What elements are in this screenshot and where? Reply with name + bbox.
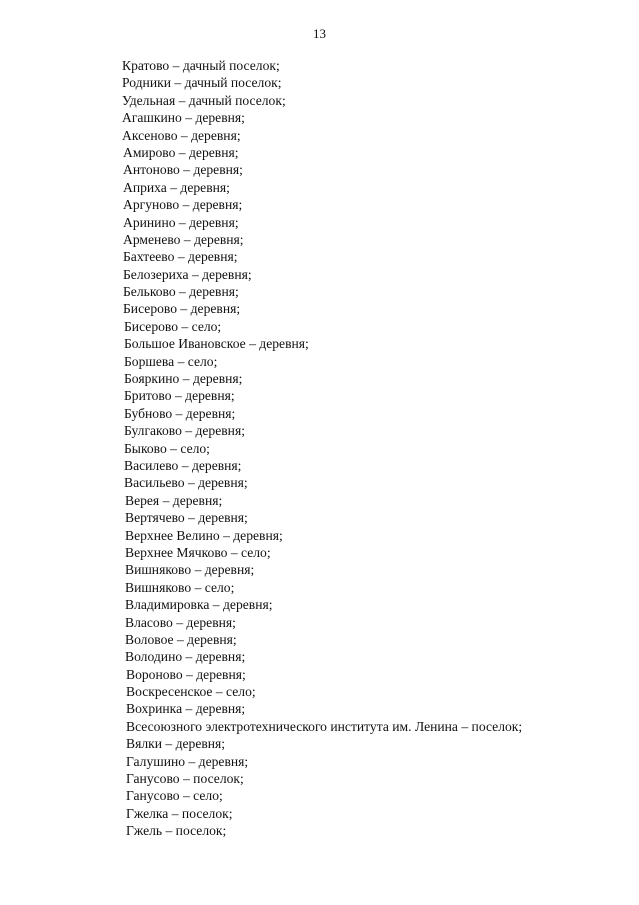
list-item: Бояркино – деревня; xyxy=(124,371,243,387)
list-item: Власово – деревня; xyxy=(125,614,236,630)
list-item: Бритово – деревня; xyxy=(124,388,235,404)
list-item: Бубново – деревня; xyxy=(124,405,236,421)
list-item: Гжелка – поселок; xyxy=(126,805,233,821)
list-item: Кратово – дачный поселок; xyxy=(122,58,280,73)
list-item: Арменево – деревня; xyxy=(123,231,244,247)
list-item: Вохринка – деревня; xyxy=(126,701,246,717)
list-item: Воловое – деревня; xyxy=(125,631,237,647)
list-item: Владимировка – деревня; xyxy=(125,597,273,613)
list-item: Верхнее Велино – деревня; xyxy=(125,527,283,543)
list-item: Василево – деревня; xyxy=(124,457,242,473)
list-item: Бельково – деревня; xyxy=(123,284,239,300)
list-item: Белозериха – деревня; xyxy=(123,266,252,282)
list-item: Вишняково – деревня; xyxy=(125,562,255,578)
list-item: Воскресенское – село; xyxy=(126,684,256,700)
list-item: Галушино – деревня; xyxy=(126,753,249,769)
list-item: Володино – деревня; xyxy=(125,649,246,665)
list-item: Удельная – дачный поселок; xyxy=(122,92,286,108)
list-item: Родники – дачный поселок; xyxy=(122,75,282,91)
list-item: Аксеново – деревня; xyxy=(122,127,241,143)
list-item: Аринино – деревня; xyxy=(123,214,239,230)
list-item: Аргуново – деревня; xyxy=(123,197,243,213)
page-number: 13 xyxy=(313,26,326,41)
list-item: Вишняково – село; xyxy=(125,579,235,595)
list-item: Гжель – поселок; xyxy=(126,823,227,839)
list-item: Бисерово – деревня; xyxy=(123,301,241,317)
list-item: Агашкино – деревня; xyxy=(122,110,245,126)
list-item: Бисерово – село; xyxy=(124,318,222,334)
list-item: Боршева – село; xyxy=(124,353,218,369)
list-item: Ганусово – село; xyxy=(126,788,223,804)
list-item: Верхнее Мячково – село; xyxy=(125,544,271,560)
list-item: Верея – деревня; xyxy=(125,492,223,508)
list-item: Амирово – деревня; xyxy=(123,144,239,160)
list-item: Вороново – деревня; xyxy=(126,666,246,682)
settlement-list xyxy=(0,57,639,840)
list-item: Быково – село; xyxy=(124,440,210,456)
list-item: Всесоюзного электротехнического института им. Ленина – поселок; xyxy=(126,718,523,734)
list-item: Булгаково – деревня; xyxy=(124,423,245,439)
list-item: Васильево – деревня; xyxy=(124,475,248,491)
list-item: Априха – деревня; xyxy=(123,179,230,195)
list-item: Вялки – деревня; xyxy=(126,736,226,752)
list-item: Вертячево – деревня; xyxy=(125,510,248,526)
list-item: Антоново – деревня; xyxy=(123,162,243,178)
list-item: Бахтеево – деревня; xyxy=(123,249,238,265)
list-item: Ганусово – поселок; xyxy=(126,771,244,787)
list-item: Большое Ивановское – деревня; xyxy=(124,336,309,352)
